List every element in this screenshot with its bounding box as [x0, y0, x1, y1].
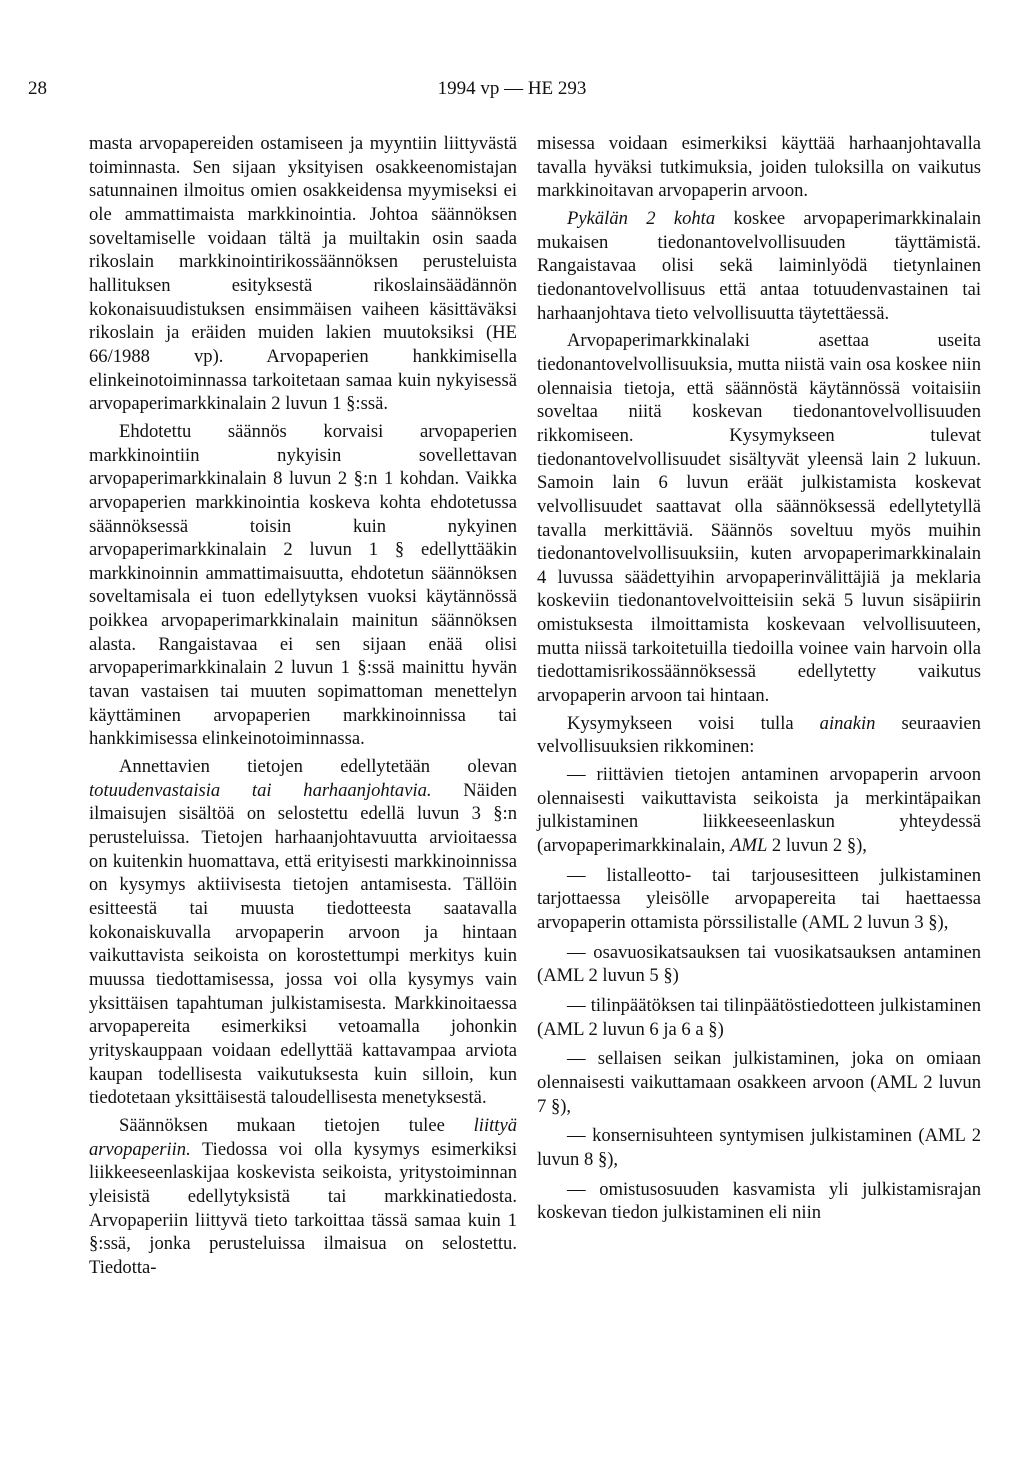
running-head: 1994 vp — HE 293	[437, 78, 587, 99]
list-item-text: — riittävien tietojen antaminen arvopaperin arvoon olennaisesti vaikuttavista seikoista ja merkintäpaikan julkistaminen liikkeeseenlaskun yhteydessä (arvopaperimarkkinalain,	[537, 764, 981, 857]
list-item: — sellaisen seikan julkistaminen, joka on omiaan olennaisesti vaikuttamaan osakkeen arvoon (AML 2 luvun 7 §),	[537, 1048, 981, 1117]
paragraph: Arvopaperimarkkinalaki asettaa useita tiedonantovelvollisuuksia, mutta niistä vain osa koskee niin olennaisia tietoja, että säännöstä käytännössä voitaisiin soveltaa niitä koskevan tiedonantovelvollisuuden rikkomiseen. Kysymykseen tulevat tiedonantovelvollisuudet sisältyvät yleensä lain 2 lukuun. Samoin lain 6 luvun eräät julkistamista koskevat velvollisuudet saattavat olla säännöksessä edellytetyllä tavalla merkittäviä. Säännös soveltuu myös muihin tiedonantovelvollisuuksiin, kuten arvopaperimarkkinalain 4 luvussa säädettyihin arvopaperinvälittäjiä ja meklaria koskeviin tiedonantovelvoitteisiin sekä 5 luvun sisäpiirin omistuksesta ilmoittamista koskevaan velvollisuuteen, mutta niissä tarkoitetuilla tiedoilla voinee vain harvoin olla tiedottamisrikossäännöksessä edellytetty vaikutus arvopaperin arvoon tai hintaan.	[537, 330, 981, 707]
paragraph: Ehdotettu säännös korvaisi arvopaperien markkinointiin nykyisin sovellettavan arvopaperimarkkinalain 8 luvun 2 §:n 1 kohdan. Vaikka arvopaperien markkinointia koskeva kohta ehdotetussa säännöksessä toisin kuin nykyinen arvopaperimarkkinalain 2 luvun 1 § edellyttääkin markkinoinnin ammattimaisuutta, ehdotetun säännöksen soveltamisala ei tuon edellytyksen vuoksi käytännössä poikkea arvopaperimarkkinalain mainitun säännöksen alasta. Rangaistavaa ei sen sijaan enää olisi arvopaperimarkkinalain 2 luvun 1 §:ssä mainittu hyvän tavan vastaisen tai muuten sopimattoman menettelyn käyttäminen arvopaperien markkinoinnissa tai hankkimisessa elinkeinotoiminnassa.	[89, 420, 517, 750]
list-item-text: 2 luvun 2 §),	[767, 835, 867, 857]
paragraph-text: koskee arvopaperimarkkinalain mukaisen tiedonantovelvollisuuden täyttämistä. Rangaistavaa olisi sekä laiminlyödä tietynlainen tiedonantovelvollisuus että antaa totuudenvastainen tai harhaanjohtava tieto velvollisuutta täytettäessä.	[537, 207, 981, 324]
paragraph	[537, 712, 981, 759]
paragraph-text: Näiden ilmaisujen sisältöä on selostettu edellä luvun 3 §:n perusteluissa. Tietojen harhaanjohtavuutta arvioitaessa on kuitenkin huomattava, että erityisesti markkinoinnissa on kysymys aktiivisesta tietojen antamisesta. Tällöin esitteestä tai muusta tiedotteesta saatavalla kokonaiskuvalla arvopaperin arvoon ja hintaan vaikuttavista seikoista on korostettumpi merkitys kuin muussa tiedottamisessa, jossa voi olla kysymys vain yksittäisen tapahtuman julkistamisesta. Markkinoitaessa arvopapereita esimerkiksi vetoamalla johonkin yrityskauppaan voidaan edellyttää kattavampaa arviota kaupan todellisesta vaikutuksesta kuin silloin, kun tiedotetaan yksittäisestä taloudellisesta menetyksestä.	[89, 779, 517, 1109]
paragraph-text: Kysymykseen voisi tulla	[567, 712, 820, 734]
paragraph	[537, 207, 981, 325]
paragraph	[89, 1114, 517, 1280]
paragraph: misessa voidaan esimerkiksi käyttää harhaanjohtavalla tavalla hyväksi tutkimuksia, joiden tuloksilla on vaikutus markkinoitavan arvopaperin arvoon.	[537, 133, 981, 202]
left-column	[89, 132, 517, 1284]
list-item	[537, 763, 981, 858]
list-item: — omistusosuuden kasvamista yli julkistamisrajan koskevan tiedon julkistaminen eli niin	[537, 1178, 981, 1224]
paragraph: masta arvopapereiden ostamiseen ja myyntiin liittyvästä toiminnasta. Sen sijaan yksityisen osakkeenomistajan satunnainen ilmoitus omien osakkeidensa myymiseksi ei ole ammattimaista markkinointia. Johtoa säännöksen soveltamiselle voidaan tältä ja muiltakin osin saada rikoslain markkinointirikossäännöksen perusteluista hallituksen esityksestä rikoslainsäädännön kokonaisuudistuksen ensimmäisen vaiheen käsittäväksi rikoslain ja eräiden muiden lakien muutoksiksi (HE 66/1988 vp). Arvopaperien hankkimisella elinkeinotoiminnassa tarkoitetaan samaa kuin nykyisessä arvopaperimarkkinalain 2 luvun 1 §:ssä.	[89, 133, 517, 415]
list-item: — listalleotto- tai tarjousesitteen julkistaminen tarjottaessa yleisölle arvopapereita tai haettaessa arvopaperin ottamista pörssilistalle (AML 2 luvun 3 §),	[537, 864, 981, 933]
paragraph-text: Tiedossa voi olla kysymys esimerkiksi liikkeeseenlaskijaa koskevista seikoista, yritystoiminnan yleisistä edellytyksistä tai markkinatiedosta. Arvopaperiin liittyvä tieto tarkoittaa tässä samaa kuin 1 §:ssä, jonka perusteluissa ilmaisua on selostettu. Tiedotta-	[89, 1138, 517, 1278]
page-number: 28	[28, 78, 47, 99]
paragraph	[89, 755, 517, 1110]
emphasis-text: Pykälän 2 kohta	[567, 207, 716, 229]
emphasis-text: liittyä arvopaperiin.	[89, 1114, 517, 1160]
right-column	[537, 132, 981, 1231]
paragraph-text: Säännöksen mukaan tietojen tulee	[119, 1114, 474, 1136]
emphasis-text: ainakin	[819, 712, 876, 734]
emphasis-text: AML	[730, 835, 768, 857]
paragraph-text: seuraavien velvollisuuksien rikkominen:	[537, 712, 981, 758]
list-item: — osavuosikatsauksen tai vuosikatsauksen antaminen (AML 2 luvun 5 §)	[537, 941, 981, 987]
emphasis-text: totuudenvastaisia tai harhaanjohtavia.	[89, 779, 432, 801]
list-item: — tilinpäätöksen tai tilinpäätöstiedotteen julkistaminen (AML 2 luvun 6 ja 6 a §)	[537, 994, 981, 1040]
page-header	[28, 76, 996, 102]
list-item: — konsernisuhteen syntymisen julkistaminen (AML 2 luvun 8 §),	[537, 1125, 981, 1170]
paragraph-text: Annettavien tietojen edellytetään olevan	[119, 756, 517, 778]
